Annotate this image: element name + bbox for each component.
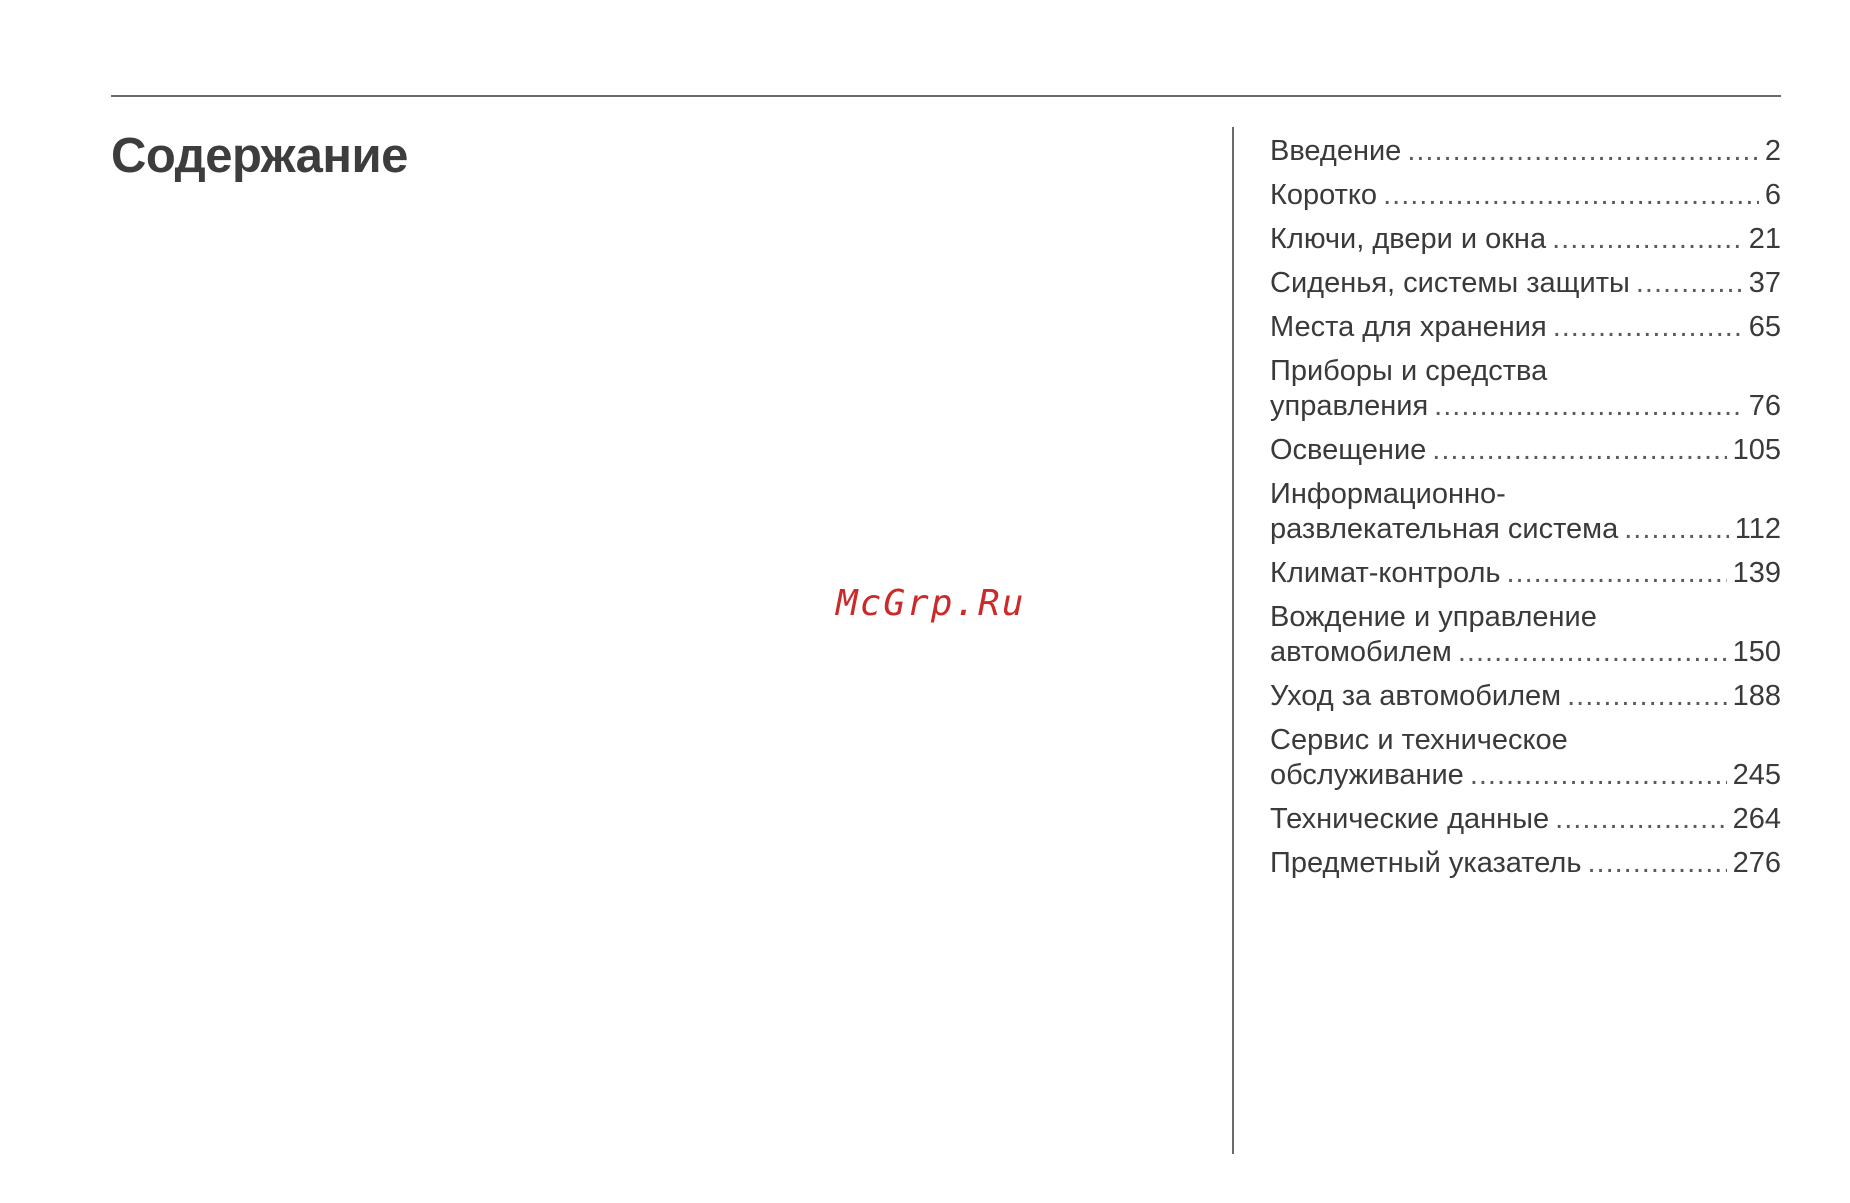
- toc-entry-page: 21: [1748, 223, 1781, 255]
- toc-entry[interactable]: [1270, 310, 1781, 345]
- toc-entry-line1: Приборы и средства: [1270, 355, 1548, 387]
- toc-entry-label: управления: [1270, 390, 1429, 422]
- toc-entry[interactable]: [1270, 433, 1781, 468]
- top-rule: [111, 95, 1781, 97]
- toc-entry[interactable]: [1270, 178, 1781, 213]
- toc-entry-page: 188: [1732, 680, 1781, 712]
- toc-entry-page: 105: [1732, 434, 1781, 466]
- toc-entry-label: Введение: [1270, 135, 1402, 167]
- toc-entry-label: Места для хранения: [1270, 311, 1547, 343]
- toc-entry-label: Коротко: [1270, 179, 1378, 211]
- toc-entry[interactable]: [1270, 266, 1781, 301]
- toc-leader-dots: [1506, 556, 1726, 591]
- toc-entry-page: 276: [1732, 847, 1781, 879]
- column-divider: [1232, 127, 1234, 1154]
- toc-leader-dots: [1432, 433, 1726, 468]
- toc-leader-dots: [1383, 178, 1759, 213]
- toc-entry-label: Освещение: [1270, 434, 1427, 466]
- toc-leader-dots: [1458, 635, 1727, 670]
- toc-entry[interactable]: [1270, 354, 1781, 424]
- toc-entry-page: 65: [1748, 311, 1781, 343]
- table-of-contents: [1270, 134, 1781, 890]
- toc-leader-dots: [1636, 266, 1743, 301]
- toc-leader-dots: [1552, 222, 1743, 257]
- toc-leader-dots: [1587, 846, 1726, 881]
- toc-entry-page: 264: [1732, 803, 1781, 835]
- toc-entry-line1: Вождение и управление: [1270, 601, 1597, 633]
- toc-entry[interactable]: [1270, 846, 1781, 881]
- toc-leader-dots: [1553, 310, 1743, 345]
- toc-leader-dots: [1567, 679, 1727, 714]
- toc-leader-dots: [1434, 389, 1743, 424]
- toc-entry-page: 76: [1748, 390, 1781, 422]
- toc-entry-label: автомобилем: [1270, 636, 1452, 668]
- toc-entry-page: 112: [1734, 513, 1781, 545]
- toc-entry-label: обслуживание: [1270, 759, 1464, 791]
- toc-entry[interactable]: [1270, 723, 1781, 793]
- toc-entry[interactable]: [1270, 477, 1781, 547]
- toc-entry-label: Климат-контроль: [1270, 557, 1501, 589]
- toc-entry[interactable]: [1270, 600, 1781, 670]
- toc-entry-page: 6: [1764, 179, 1781, 211]
- toc-entry-page: 139: [1732, 557, 1781, 589]
- page-title: Содержание: [111, 129, 408, 183]
- toc-entry-label: Технические данные: [1270, 803, 1550, 835]
- watermark: McGrp.Ru: [836, 583, 1026, 624]
- toc-entry-label: развлекательная система: [1270, 513, 1619, 545]
- toc-entry[interactable]: [1270, 222, 1781, 257]
- toc-entry-label: Ключи, двери и окна: [1270, 223, 1547, 255]
- toc-leader-dots: [1470, 758, 1727, 793]
- toc-entry-label: Предметный указатель: [1270, 847, 1582, 879]
- toc-entry-page: 245: [1732, 759, 1781, 791]
- toc-entry[interactable]: [1270, 134, 1781, 169]
- toc-entry-page: 150: [1732, 636, 1781, 668]
- toc-leader-dots: [1555, 802, 1726, 837]
- toc-entry-label: Сиденья, системы защиты: [1270, 267, 1630, 299]
- toc-entry[interactable]: [1270, 679, 1781, 714]
- toc-entry-page: 37: [1748, 267, 1781, 299]
- toc-entry[interactable]: [1270, 556, 1781, 591]
- toc-entry-page: 2: [1764, 135, 1781, 167]
- toc-entry-line1: Сервис и техническое: [1270, 724, 1568, 756]
- toc-entry[interactable]: [1270, 802, 1781, 837]
- toc-leader-dots: [1407, 134, 1759, 169]
- toc-entry-label: Уход за автомобилем: [1270, 680, 1562, 712]
- toc-leader-dots: [1624, 512, 1729, 547]
- toc-entry-line1: Информационно-: [1270, 478, 1506, 510]
